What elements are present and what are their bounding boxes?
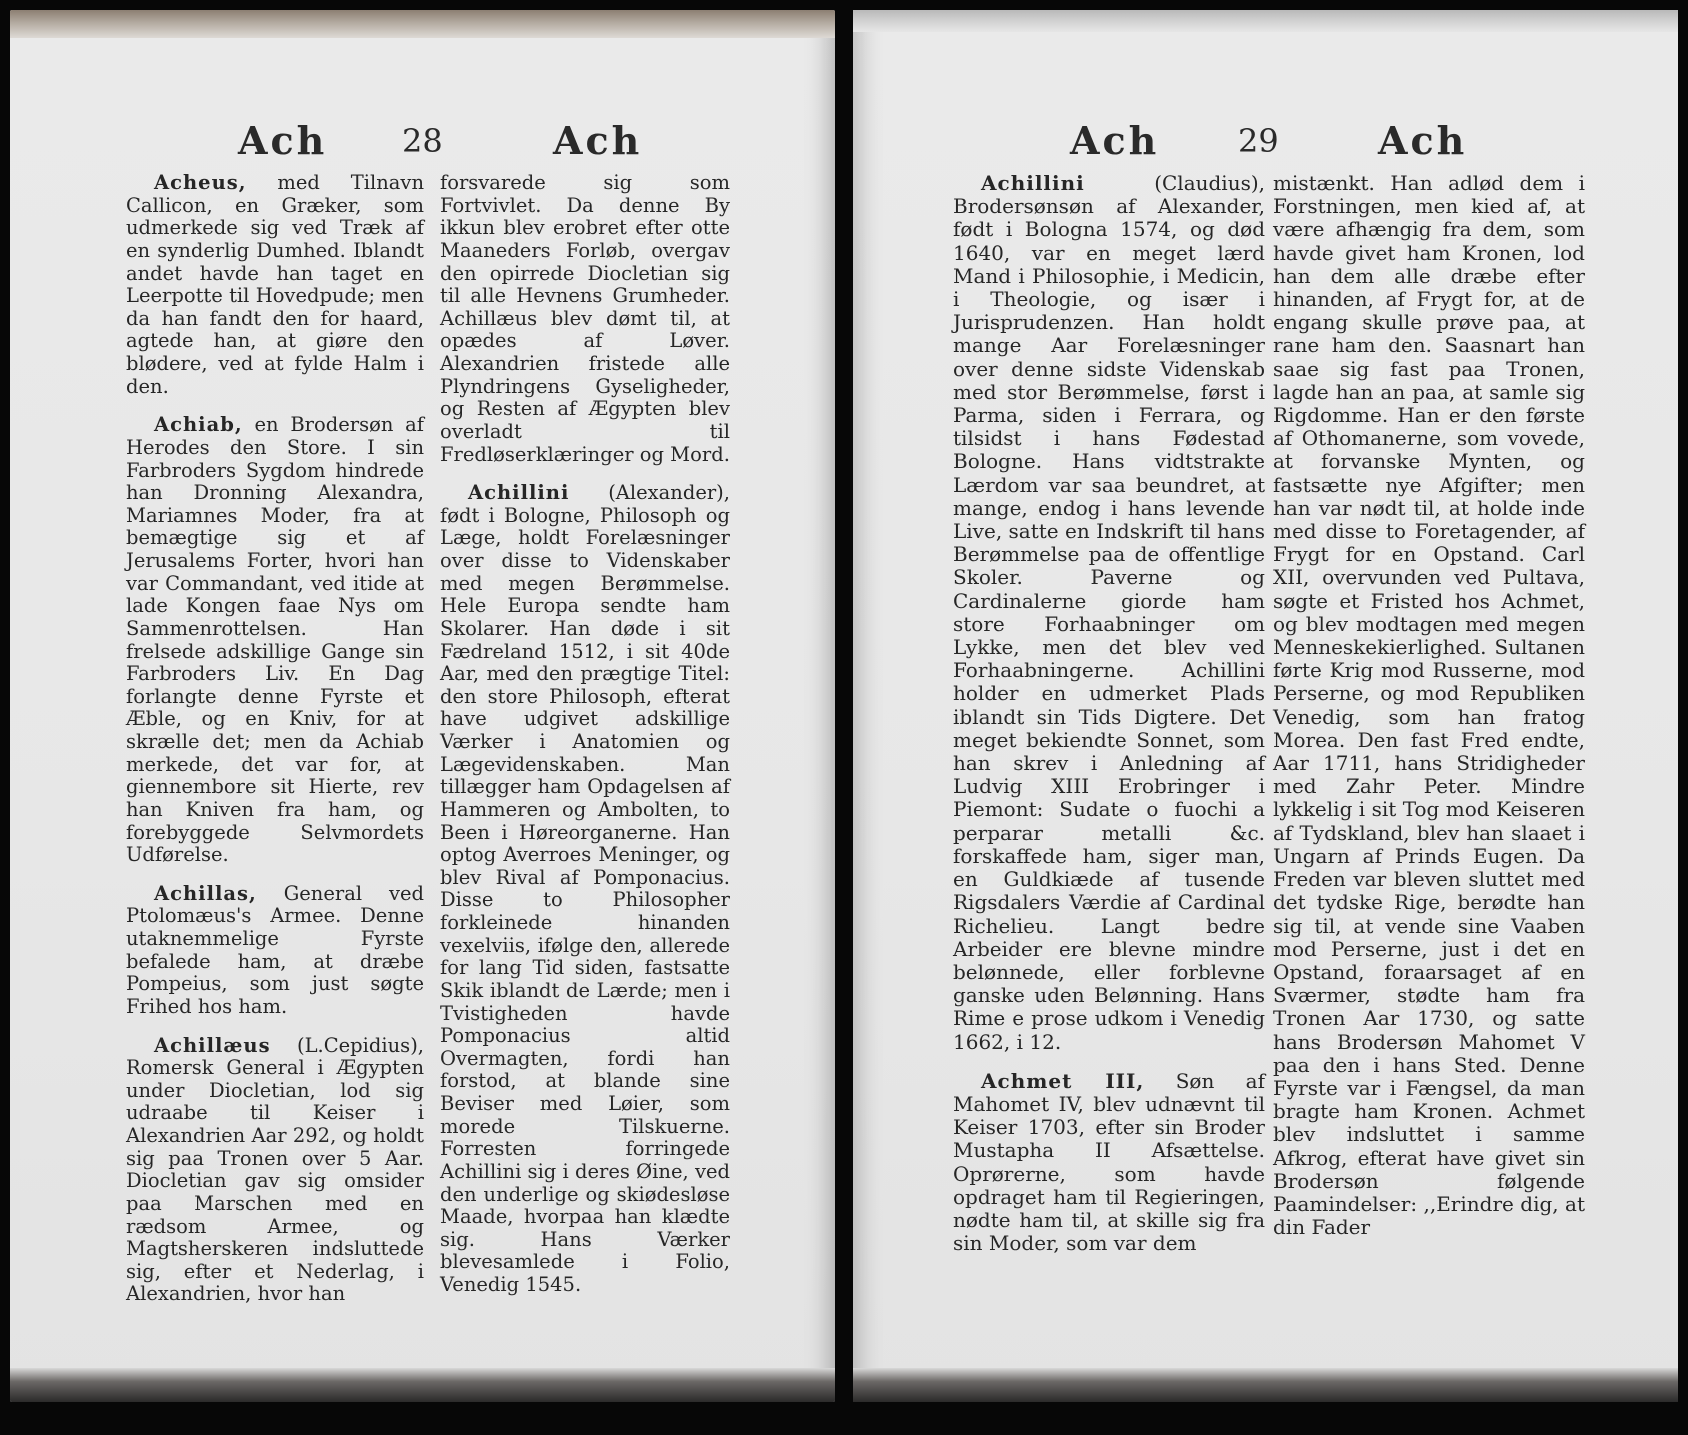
- entry-headword: Achiab,: [154, 413, 243, 437]
- dictionary-entry: [440, 172, 730, 466]
- entry-text: General ved Ptolomæus's Armee. Denne utaknemmelige Fyrste befalede ham, at dræbe Pompeius, som just søgte Frihed hos ham.: [126, 881, 424, 1018]
- right-page-header: [853, 118, 1678, 168]
- entry-text: (L.Cepidius), Romersk General i Ægypten under Diocletian, lod sig udraabe til Keiser i Alexandrien Aar 292, og holdt sig paa Tronen over 5 Aar. Diocletian gav sig omsider paa Marschen med en rædsom Armee, og Magtsherskeren indsluttede sig, efter et Nederlag, i Alexandrien, hvor han: [126, 1033, 424, 1306]
- dictionary-entry: [126, 172, 424, 398]
- left-guide-word-first: Ach: [238, 118, 328, 163]
- page-bottom-edge: [853, 1368, 1678, 1402]
- left-guide-word-last: Ach: [553, 118, 643, 163]
- right-guide-word-first: Ach: [1070, 118, 1160, 163]
- left-page-header: [10, 118, 835, 168]
- right-page-column-2: [1273, 172, 1585, 1255]
- entry-text: mistænkt. Han adlød dem i Forstningen, men kied af, at være afhængig fra dem, som havde givet ham Kronen, lod han dem alle dræbe efter hinanden, af Frygt for, at de engang skulle prøve paa, at rane ham den. Saasnart han saae sig fast paa Tronen, lagde han an paa, at samle sig Rigdomme. Han er den første af Othomanerne, som vovede, at forvanske Mynten, og fastsætte nye Afgifter; men han var nødt til, at holde inde med disse to Foretagender, af Frygt for en Opstand. Carl XII, overvunden ved Pultava, søgte et Fristed hos Achmet, og blev modtagen med megen Menneskekierlighed. Sultanen førte Krig mod Russerne, mod Perserne, og mod Republiken Venedig, som han fratog Morea. Den fast Fred endte, Aar 1711, hans Stridigheder med Zahr Peter. Mindre lykkelig i sit Tog mod Keiseren af Tydskland, blev han slaaet i Ungarn af Prinds Eugen. Da Freden var bleven sluttet med det tydske Rige, berødte han sig til, at vende sine Vaaben mod Perserne, just i det en Opstand, foraarsaget af en Sværmer, stødte ham fra Tronen Aar 1730, og satte hans Brodersøn Mahomet V paa den i hans Sted. Denne Fyrste var i Fængsel, da man bragte ham Kronen. Achmet blev indsluttet i samme Afkrog, efterat have givet sin Brodersøn følgende Paamindelser: ,,Erindre dig, at din Fader: [1273, 171, 1585, 1240]
- entry-text: en Brodersøn af Herodes den Store. I sin Farbroders Sygdom hindrede han Dronning Alexandra, Mariamnes Moder, fra at bemægtige sig et af Jerusalems Forter, hvori han var Commandant, ved itide at lade Kongen faae Nys om Sammenrottelsen. Han frelsede adskillige Gange sin Farbroders Liv. En Dag forlangte denne Fyrste et Æble, og en Kniv, for at skrælle det; men da Achiab merkede, det var for, at giennembore sit Hierte, rev han Kniven fra ham, og forebyggede Selvmordets Udførelse.: [126, 413, 425, 867]
- right-page-number: 29: [1238, 122, 1279, 160]
- right-book-page: [853, 10, 1678, 1402]
- entry-text: (Alexander), født i Bologne, Philosoph og Læge, holdt Forelæsninger over disse to Videnskaber med megen Berømmelse. Hele Europa sendte ham Skolarer. Han døde i sit Fædreland 1512, i sit 40de Aar, med den prægtige Titel: den store Philosoph, efterat have udgivet adskillige Værker i Anatomien og Lægevidenskaben. Man tillægger ham Opdagelsen af Hammeren og Ambolten, to Been i Høreorganerne. Han optog Averroes Meninger, og blev Rival af Pomponacius. Disse to Philosopher forkleinede hinanden vexelviis, ifølge den, allerede for lang Tid siden, fastsatte Skik iblandt de Lærde; men i Tvistigheden havde Pomponacius altid Overmagten, fordi han forstod, at blande sine Beviser med Løier, som morede Tilskuerne. Forresten forringede Achillini sig i deres Øine, ved den underlige og skiødesløse Maade, hvorpaa han klædte sig. Hans Værker blevesamlede i Folio, Venedig 1545.: [440, 481, 730, 1296]
- dictionary-entry: [126, 883, 424, 1019]
- entry-text: med Tilnavn Callicon, en Græker, som udmerkede sig ved Træk af en synderlig Dumhed. Iblandt andet havde han taget en Leerpotte til Hovedpude; men da han fandt den for haard, agtede han, at giøre den blødere, ved at fylde Halm i den.: [126, 171, 425, 398]
- right-guide-word-last: Ach: [1378, 118, 1468, 163]
- dictionary-entry: [440, 482, 730, 1297]
- entry-headword: Acheus,: [154, 171, 247, 194]
- page-top-edge: [853, 10, 1678, 32]
- entry-headword: Achillini: [981, 171, 1085, 195]
- left-book-page: [10, 10, 835, 1402]
- right-page-column-1: [953, 172, 1265, 1271]
- entry-text: forsvarede sig som Fortvivlet. Da denne By ikkun blev erobret efter otte Maaneders Forløb, overgav den opirrede Diocletian sig til alle Hevnens Grumheder. Achillæus blev dømt til, at opædes af Løver. Alexandrien fristede alle Plyndringens Gyseligheder, og Resten af Ægypten blev overladt til Fredløserklæringer og Mord.: [440, 171, 730, 466]
- entry-headword: Achillæus: [154, 1033, 271, 1057]
- dictionary-entry: [126, 1035, 424, 1307]
- dictionary-entry: [1273, 172, 1585, 1239]
- left-page-column-2: [440, 172, 730, 1313]
- left-page-column-1: [126, 172, 424, 1322]
- dictionary-entry: [126, 414, 424, 867]
- entry-text: (Claudius), Brodersønsøn af Alexander, født i Bologna 1574, og død 1640, var en meget lærd Mand i Philosophie, i Medicin, i Theologie, og især i Jurisprudenzen. Han holdt mange Aar Forelæsninger over denne sidste Videnskab med stor Berømmelse, først i Parma, siden i Ferrara, og tilsidst i hans Fødestad Bologne. Hans vidtstrakte Lærdom var saa beundret, at mange, endog i hans levende Live, satte en Indskrift til hans Berømmelse paa de offentlige Skoler. Paverne og Cardinalerne giorde ham store Forhaabninger om Lykke, men det blev ved Forhaabningerne. Achillini holder en udmerket Plads iblandt sin Tids Digtere. Det meget bekiendte Sonnet, som han skrev i Anledning af Ludvig XIII Erobringer i Piemont: Sudate o fuochi a perparar metalli &c. forskaffede ham, siger man, en Guldkiæde af tusende Rigsdalers Værdie af Cardinal Richelieu. Langt bedre Arbeider ere blevne mindre belønnede, eller forblevne ganske uden Belønning. Hans Rime e prose udkom i Venedig 1662, i 12.: [953, 171, 1265, 1054]
- left-page-number: 28: [402, 122, 443, 160]
- entry-text: Søn af Mahomet IV, blev udnævnt til Keiser 1703, efter sin Broder Mustapha II Afsættelse. Oprørerne, som havde opdraget ham til Regieringen, nødte ham til, at skille sig fra sin Moder, som var dem: [953, 1068, 1265, 1256]
- page-top-edge: [10, 10, 835, 38]
- entry-headword: Achmet III,: [981, 1068, 1145, 1093]
- entry-headword: Achillas,: [154, 881, 257, 905]
- entry-headword: Achillini: [468, 481, 570, 505]
- dictionary-entry: [953, 1070, 1265, 1256]
- page-bottom-edge: [10, 1368, 835, 1402]
- dictionary-entry: [953, 172, 1265, 1054]
